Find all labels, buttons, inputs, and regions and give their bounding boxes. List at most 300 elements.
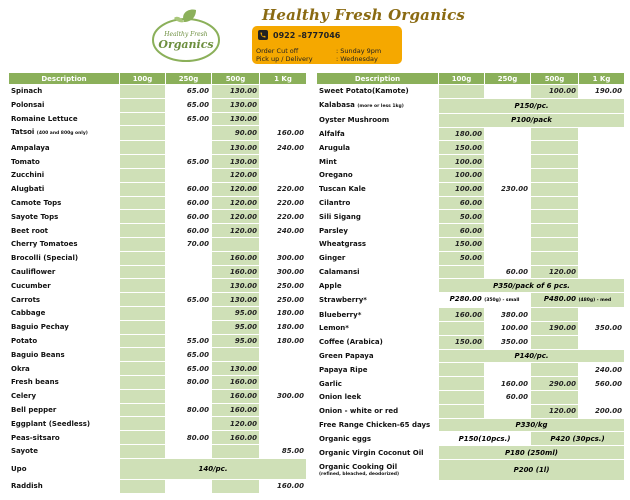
price-cell [120,417,166,431]
pickup-value: : Wednesday [336,55,378,63]
price-cell [579,168,625,182]
item-name [317,196,439,210]
price-cell: 100.00 [439,182,485,196]
item-label: Alfalfa [319,129,345,138]
price-cell [166,417,212,431]
header [0,0,630,72]
table-row [317,210,625,224]
item-name [317,251,439,265]
price-cell [120,293,166,307]
price-cell: 180.00 [439,127,485,141]
price-cell: 250.00 [260,293,307,307]
price-cell: 60.00 [166,182,212,196]
table-row [317,141,625,155]
price-cell [166,126,212,141]
price-cell [579,390,625,404]
item-label: Ginger [319,254,346,263]
pickup-label: Pick up / Delivery [256,55,313,63]
table-row [317,127,625,141]
price-cell: 150.00 [439,237,485,251]
price-cell [120,334,166,348]
item-label: Cauliflower [11,267,56,276]
item-name [317,155,439,169]
item-name [317,363,439,377]
left-price-table [8,72,307,494]
price-cell [260,362,307,376]
table-row [9,458,307,479]
price-cell [531,141,579,155]
price-cell: 80.00 [166,375,212,389]
price-cell: 150.00 [439,141,485,155]
table-row [9,431,307,445]
item-label: Carrots [11,295,41,304]
item-name [9,279,120,293]
item-name [317,98,439,113]
item-label: Onion - white or red [319,407,399,416]
table-row [9,210,307,224]
table-row [317,321,625,335]
price-cell: 160.00 [260,479,307,493]
price-cell: 350.00 [579,321,625,335]
table-row [9,126,307,141]
item-label: Peas-sitsaro [11,433,60,442]
table-row [9,306,307,320]
item-name [9,417,120,431]
item-label: Zucchini [11,171,45,180]
phone-number: 0922 -8777046 [273,30,341,40]
price-cell [439,265,485,279]
item-name [9,85,120,99]
price-cell [120,237,166,251]
item-name [317,168,439,182]
right-header-row [317,73,625,85]
price-cell [260,112,307,126]
item-label: Strawberry* [319,296,367,305]
price-cell [120,265,166,279]
header-100g: 100g [120,73,166,85]
item-label: Sweet Potato(Kamote) [319,87,409,96]
item-name [317,446,439,460]
item-name [317,127,439,141]
merged-price: P180 (250ml) [439,446,625,460]
item-name [317,335,439,349]
item-label: Fresh beans [11,378,59,387]
item-label: Cherry Tomatoes [11,240,78,249]
item-label: Alugbati [11,185,45,194]
item-label: Garlic [319,379,342,388]
table-row [9,182,307,196]
item-label: Tatsoi [11,128,35,137]
price-cell [260,155,307,169]
price-cell: 130.00 [212,362,260,376]
price-cell: 120.00 [212,417,260,431]
table-row [9,348,307,362]
logo-top-text: Healthy Fresh [164,31,208,38]
left-header-row [9,73,307,85]
price-cell [260,98,307,112]
table-row [317,293,625,308]
price-cell [212,444,260,458]
price-cell: 180.00 [260,306,307,320]
price-cell: 95.00 [212,320,260,334]
item-name [9,389,120,403]
item-name [317,85,439,99]
table-row [9,196,307,210]
price-cell: 120.00 [531,404,579,418]
price-cell: 180.00 [260,320,307,334]
price-cell: 160.00 [212,375,260,389]
price-cell [260,168,307,182]
item-name [9,403,120,417]
item-name [9,196,120,210]
price-cell [260,85,307,99]
price-cell [120,389,166,403]
item-name [317,432,439,446]
price-cell [531,127,579,141]
split-price-note: (350g) - small [484,298,520,304]
item-label: Polonsai [11,101,45,110]
item-name [317,224,439,238]
price-cell [439,404,485,418]
price-cell [166,168,212,182]
item-label: Blueberry* [319,310,362,319]
price-cell: 240.00 [579,363,625,377]
item-label: Apple [319,281,342,290]
price-cell: 130.00 [212,112,260,126]
item-name [317,141,439,155]
price-cell [579,335,625,349]
item-name [317,293,439,308]
price-cell [166,389,212,403]
item-label: Romaine Lettuce [11,114,78,123]
price-cell: 250.00 [260,279,307,293]
price-cell [166,141,212,155]
price-cell [120,196,166,210]
brand-title: Healthy Fresh Organics [262,6,466,24]
item-name [9,444,120,458]
table-row [9,168,307,182]
item-name [9,141,120,155]
item-label: Organic Virgin Coconut Oil [319,448,424,457]
table-row [9,98,307,112]
price-cell: 60.00 [485,390,531,404]
price-cell: 560.00 [579,377,625,391]
price-cell [485,251,531,265]
price-cell [531,251,579,265]
item-label: Upo [11,464,27,473]
price-cell: 80.00 [166,431,212,445]
price-cell [579,210,625,224]
item-label: Calamansi [319,267,360,276]
price-cell: 50.00 [439,210,485,224]
price-cell [439,85,485,99]
price-cell: 160.00 [439,308,485,322]
split-price [531,293,625,308]
item-label: Parsley [319,226,348,235]
price-cell [260,237,307,251]
price-cell [485,168,531,182]
price-cell: 120.00 [531,265,579,279]
price-cell [579,237,625,251]
price-cell [166,279,212,293]
table-row [9,251,307,265]
price-cell: 120.00 [212,196,260,210]
price-cell: 160.00 [212,403,260,417]
cutoff-value: : Sunday 9pm [336,47,382,55]
price-cell [485,141,531,155]
split-price [531,432,625,446]
price-cell [120,210,166,224]
merged-price: 140/pc. [120,458,307,479]
price-cell: 65.00 [166,155,212,169]
split-price [439,293,531,308]
item-label: Potato [11,336,38,345]
item-label: Baguio Pechay [11,323,69,332]
item-name [9,251,120,265]
price-cell [579,182,625,196]
merged-price: P150/pc. [439,98,625,113]
price-cell [579,127,625,141]
price-cell: 65.00 [166,112,212,126]
price-cell: 120.00 [212,224,260,238]
price-cell: 160.00 [212,251,260,265]
price-cell: 100.00 [439,155,485,169]
price-cell [120,155,166,169]
table-row [9,279,307,293]
merged-price: P100/pack [439,113,625,127]
table-row [317,237,625,251]
item-label: Onion leek [319,393,362,402]
logo [150,6,222,64]
item-name [317,182,439,196]
item-label: Mint [319,157,337,166]
price-cell: 220.00 [260,210,307,224]
price-cell [579,251,625,265]
table-row [317,404,625,418]
item-name [9,168,120,182]
table-row [9,334,307,348]
item-note: (refined, bleached, deodorized) [319,472,400,478]
item-name [317,390,439,404]
price-cell [120,479,166,493]
table-row [317,390,625,404]
item-label: Oyster Mushroom [319,116,390,125]
item-label: Baguio Beans [11,350,65,359]
price-cell [260,375,307,389]
price-cell [531,182,579,196]
price-cell [120,279,166,293]
price-cell [531,335,579,349]
table-row [9,389,307,403]
price-cell: 65.00 [166,98,212,112]
split-price-value: P420 (30pcs.) [550,434,605,443]
cutoff-row [256,47,381,55]
price-cell [120,348,166,362]
price-cell: 90.00 [212,126,260,141]
table-row [317,335,625,349]
price-cell: 80.00 [166,403,212,417]
price-cell: 200.00 [579,404,625,418]
price-cell: 380.00 [485,308,531,322]
price-cell [166,251,212,265]
table-row [9,444,307,458]
price-cell [120,320,166,334]
price-cell [531,210,579,224]
item-label: Tomato [11,157,40,166]
table-row [317,418,625,432]
price-cell: 65.00 [166,293,212,307]
price-cell [531,168,579,182]
price-cell [120,306,166,320]
item-label: Kalabasa [319,100,355,109]
item-label: Sili Sigang [319,212,361,221]
header-250g: 250g [166,73,212,85]
price-cell [485,85,531,99]
price-cell [166,306,212,320]
price-cell: 60.00 [439,224,485,238]
price-cell: 220.00 [260,182,307,196]
price-cell [531,308,579,322]
price-cell: 160.00 [485,377,531,391]
price-cell: 100.00 [531,85,579,99]
price-cell [120,141,166,155]
price-cell [579,155,625,169]
header-description: Description [317,73,439,85]
header-500g: 500g [212,73,260,85]
price-cell [579,308,625,322]
price-cell: 240.00 [260,224,307,238]
price-cell [485,210,531,224]
table-row [317,251,625,265]
price-cell [260,348,307,362]
header-1kg: 1 Kg [260,73,307,85]
info-box [252,26,402,64]
table-row [317,224,625,238]
item-label: Camote Tops [11,198,62,207]
item-name [9,126,120,141]
header-1kg: 1 Kg [579,73,625,85]
price-cell [212,237,260,251]
price-cell: 120.00 [212,168,260,182]
split-price-value: P480.00 [543,295,576,304]
pickup-row [256,55,378,63]
table-row [317,196,625,210]
merged-price: P330/kg [439,418,625,432]
phone [258,30,340,40]
price-cell: 130.00 [212,155,260,169]
price-cell: 60.00 [439,196,485,210]
price-cell [120,182,166,196]
table-row [9,237,307,251]
price-cell: 300.00 [260,265,307,279]
item-label: Cilantro [319,198,351,207]
price-cell [212,348,260,362]
price-cell [531,237,579,251]
table-row [9,112,307,126]
merged-price: P200 (1l) [439,459,625,480]
price-cell: 180.00 [260,334,307,348]
price-cell [531,155,579,169]
item-label: Ampalaya [11,143,50,152]
price-cell: 50.00 [439,251,485,265]
item-name [317,418,439,432]
item-label: Okra [11,364,30,373]
table-row [9,141,307,155]
item-name [317,321,439,335]
price-cell [166,265,212,279]
price-cell [120,126,166,141]
item-name [317,459,439,480]
table-row [317,308,625,322]
item-name [9,293,120,307]
item-label: Sayote [11,447,39,456]
price-cell: 95.00 [212,306,260,320]
price-cell: 240.00 [260,141,307,155]
item-name [317,377,439,391]
item-name [9,224,120,238]
table-row [317,459,625,480]
item-label: Spinach [11,87,43,96]
price-cell [212,479,260,493]
price-cell [579,265,625,279]
header-100g: 100g [439,73,485,85]
item-note: (400 and 800g only) [36,131,88,137]
item-label: Coffee (Arabica) [319,338,383,347]
item-label: Cucumber [11,281,51,290]
price-cell [120,85,166,99]
split-price [439,432,531,446]
table-row [9,403,307,417]
price-cell [439,377,485,391]
header-250g: 250g [485,73,531,85]
table-row [9,85,307,99]
price-cell: 190.00 [531,321,579,335]
item-label: Papaya Ripe [319,365,368,374]
price-cell [120,98,166,112]
merged-price: P350/pack of 6 pcs. [439,279,625,293]
price-cell [531,363,579,377]
price-cell [260,417,307,431]
price-cell: 160.00 [212,389,260,403]
item-label: Lemon* [319,324,349,333]
item-name [9,112,120,126]
price-cell [120,444,166,458]
price-cell [120,224,166,238]
item-label: Sayote Tops [11,212,59,221]
table-row [9,155,307,169]
price-cell: 100.00 [485,321,531,335]
item-note: (more or less 1kg) [357,103,404,109]
merged-price: P140/pc. [439,349,625,363]
price-cell [439,363,485,377]
item-name [317,237,439,251]
price-cell [485,127,531,141]
item-name [9,431,120,445]
split-price-value: P150(10pcs.) [458,434,511,443]
item-name [9,182,120,196]
price-cell: 60.00 [166,210,212,224]
cutoff-label: Order Cut off [256,47,299,55]
table-row [317,363,625,377]
item-label: Tuscan Kale [319,185,366,194]
table-row [317,349,625,363]
price-cell [485,237,531,251]
item-name [317,349,439,363]
price-cell: 60.00 [166,224,212,238]
item-label: Eggplant (Seedless) [11,419,91,428]
price-cell [260,431,307,445]
price-cell: 120.00 [212,182,260,196]
